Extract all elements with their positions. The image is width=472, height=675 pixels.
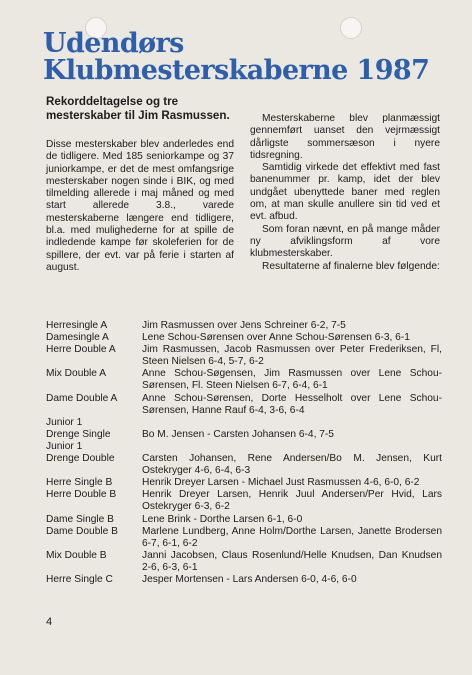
result-category: Drenge Single <box>46 428 111 440</box>
page-title <box>43 30 443 84</box>
result-text <box>142 417 442 429</box>
result-text: Jesper Mortensen - Lars Andersen 6-0, 4-6, 6-0 <box>142 573 357 585</box>
result-row <box>46 526 446 550</box>
result-row <box>46 320 446 332</box>
result-row <box>46 344 446 368</box>
result-text: Marlene Lundberg, Anne Holm/Dorthe Larsen, Janette Brodersen 6-7, 6-1, 6-2 <box>142 525 442 549</box>
result-text: Anne Schou-Søgensen, Jim Rasmussen over Lene Schou-Sørensen, Fl. Steen Nielsen 6-7, 6-4, 6-1 <box>142 368 442 392</box>
result-category: Herresingle A <box>46 320 108 331</box>
result-row <box>46 550 446 574</box>
result-category: Damesingle A <box>46 332 109 344</box>
result-category: Drenge Double <box>46 453 115 465</box>
result-text: Carsten Johansen, Rene Andersen/Bo M. Jensen, Kurt Ostekryger 4-6, 6-4, 6-3 <box>142 453 442 477</box>
result-category: Dame Double A <box>46 392 118 404</box>
result-text: Lene Brink - Dorthe Larsen 6-1, 6-0 <box>142 513 303 525</box>
paragraph: Resultaterne af finalerne blev følgende: <box>262 260 440 272</box>
result-category: Herre Double B <box>46 489 117 501</box>
result-category: Mix Double B <box>46 549 107 561</box>
result-category: Junior 1 <box>46 440 83 452</box>
result-row <box>46 393 446 417</box>
result-row <box>46 417 446 429</box>
result-text <box>142 441 442 453</box>
result-row <box>46 514 446 526</box>
result-text: Jim Rasmussen, Jacob Rasmussen over Peter Frederiksen, Fl, Steen Nielsen 6-4, 5-7, 6-2 <box>142 344 442 368</box>
result-text: Anne Schou-Sørensen, Dorte Hesselholt over Lene Schou-Sørensen, Hanne Rauf 6-4, 3-6, 6-4 <box>142 392 442 416</box>
result-text: Henrik Dreyer Larsen, Henrik Juul Andersen/Per Hvid, Lars Ostekryger 6-3, 6-2 <box>142 489 442 513</box>
result-category: Mix Double A <box>46 368 107 380</box>
intro-paragraph: Disse mesterskaber blev anderledes end de tidligere. Med 185 seniorkampe og 37 juniorkampe, er det de mest omfangsrige mesterskaber nogen sinde i BIK, og med tilmelding allerede i maj måned og med start allerede 3.8., varede mesterskaberne længere end tidligere, bl.a. med mulighederne for at spille de indledende kampe før skoleferien for de spillere, der evt. var på ferie i starten af august. <box>46 139 234 273</box>
results-list <box>46 320 446 586</box>
title-line-1: Udendørs <box>43 28 184 59</box>
result-text: Bo M. Jensen - Carsten Johansen 6-4, 7-5 <box>142 428 334 440</box>
paragraph: Som foran nævnt, en på mange måder ny afviklingsform af vore klubmesterskaber. <box>250 223 440 260</box>
result-row <box>46 489 446 513</box>
result-category: Dame Double B <box>46 525 118 537</box>
result-category: Herre Single C <box>46 573 113 585</box>
title-line-2: Klubmesterskaberne 1987 <box>43 55 430 86</box>
result-category: Junior 1 <box>46 416 83 428</box>
result-row <box>46 453 446 477</box>
right-column <box>250 113 440 273</box>
page-number: 4 <box>46 616 53 628</box>
result-row <box>46 332 446 344</box>
paragraph: Mesterskaberne blev planmæssigt gennemført uanset den vejrmæssigt dårligste sommersæson i nyere tidsregning. <box>250 113 440 161</box>
subheading: Rekorddeltagelse og tre mesterskaber til Jim Rasmussen. <box>46 95 230 122</box>
result-text: Lene Schou-Sørensen over Anne Schou-Sørensen 6-3, 6-1 <box>142 332 410 344</box>
result-row <box>46 429 446 441</box>
result-category: Dame Single B <box>46 513 114 525</box>
result-row <box>46 477 446 489</box>
result-category: Herre Single B <box>46 477 113 489</box>
paragraph: Samtidig virkede det effektivt med fast banenummer pr. kamp, idet der blev undgået ubenyttede baner med reglen om, at man skulle anullere sin tid ved et evt. afbud. <box>250 162 440 223</box>
result-row <box>46 368 446 392</box>
result-text: Jim Rasmussen over Jens Schreiner 6-2, 7-5 <box>142 320 346 331</box>
result-category: Herre Double A <box>46 344 116 356</box>
result-row <box>46 574 446 586</box>
result-text: Henrik Dreyer Larsen - Michael Just Rasmussen 4-6, 6-0, 6-2 <box>142 477 420 489</box>
left-column <box>46 139 234 274</box>
result-row <box>46 441 446 453</box>
result-text: Janni Jacobsen, Claus Rosenlund/Helle Knudsen, Dan Knudsen 2-6, 6-3, 6-1 <box>142 549 442 573</box>
